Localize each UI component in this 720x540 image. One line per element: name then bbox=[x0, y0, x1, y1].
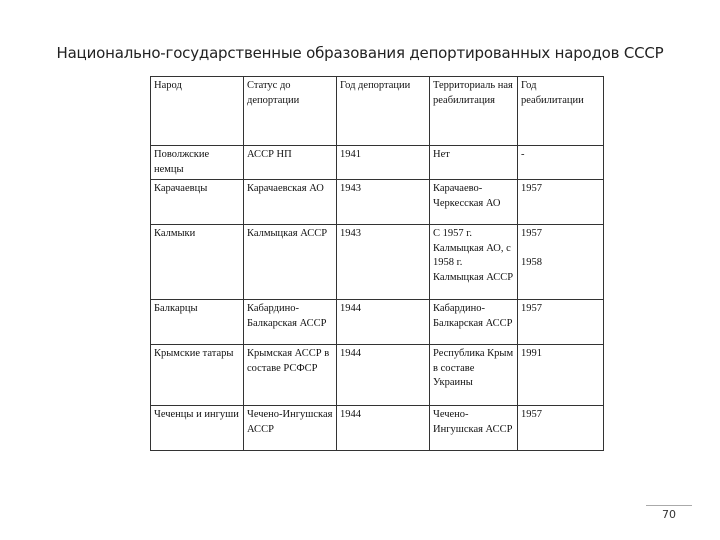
deportation-table bbox=[150, 76, 604, 451]
cell-year: 1944 bbox=[337, 300, 430, 345]
cell-territory: Чечено-Ингушская АССР bbox=[430, 406, 518, 451]
cell-territory: С 1957 г. Калмыцкая АО, с 1958 г. Калмыцкая АССР bbox=[430, 225, 518, 300]
cell-people: Крымские татары bbox=[151, 345, 244, 406]
cell-people: Калмыки bbox=[151, 225, 244, 300]
cell-year: 1943 bbox=[337, 180, 430, 225]
table-row bbox=[151, 406, 604, 451]
cell-rehab: 1957 bbox=[518, 300, 604, 345]
header-status: Статус до депортации bbox=[244, 77, 337, 146]
table-row bbox=[151, 225, 604, 300]
rehab-year-1: 1957 bbox=[521, 228, 542, 239]
cell-rehab: - bbox=[518, 146, 604, 180]
rehab-year-2: 1958 bbox=[521, 256, 542, 268]
cell-people: Поволжские немцы bbox=[151, 146, 244, 180]
cell-status: Чечено-Ингушская АССР bbox=[244, 406, 337, 451]
header-rehab-year: Год реабилитации bbox=[518, 77, 604, 146]
cell-rehab bbox=[518, 225, 604, 300]
cell-status: Крымская АССР в составе РСФСР bbox=[244, 345, 337, 406]
cell-status: Кабардино-Балкарская АССР bbox=[244, 300, 337, 345]
cell-people: Карачаевцы bbox=[151, 180, 244, 225]
cell-people: Балкарцы bbox=[151, 300, 244, 345]
cell-year: 1944 bbox=[337, 345, 430, 406]
header-territory: Территориаль ная реабилитация bbox=[430, 77, 518, 146]
cell-people: Чеченцы и ингуши bbox=[151, 406, 244, 451]
page-number-rule bbox=[646, 505, 692, 506]
cell-territory: Республика Крым в составе Украины bbox=[430, 345, 518, 406]
cell-territory: Нет bbox=[430, 146, 518, 180]
table-row bbox=[151, 180, 604, 225]
cell-status: АССР НП bbox=[244, 146, 337, 180]
cell-rehab: 1991 bbox=[518, 345, 604, 406]
page-number: 70 bbox=[662, 508, 676, 521]
header-people: Народ bbox=[151, 77, 244, 146]
cell-territory: Карачаево-Черкесская АО bbox=[430, 180, 518, 225]
header-deport-year: Год депортации bbox=[337, 77, 430, 146]
cell-year: 1943 bbox=[337, 225, 430, 300]
cell-status: Калмыцкая АССР bbox=[244, 225, 337, 300]
cell-year: 1941 bbox=[337, 146, 430, 180]
cell-rehab: 1957 bbox=[518, 406, 604, 451]
table-row bbox=[151, 300, 604, 345]
cell-rehab: 1957 bbox=[518, 180, 604, 225]
cell-year: 1944 bbox=[337, 406, 430, 451]
table-header-row bbox=[151, 77, 604, 146]
cell-status: Карачаевская АО bbox=[244, 180, 337, 225]
slide-title: Национально-государственные образования депортированных народов СССР bbox=[56, 44, 664, 62]
table-row bbox=[151, 146, 604, 180]
cell-territory: Кабардино-Балкарская АССР bbox=[430, 300, 518, 345]
table-row bbox=[151, 345, 604, 406]
